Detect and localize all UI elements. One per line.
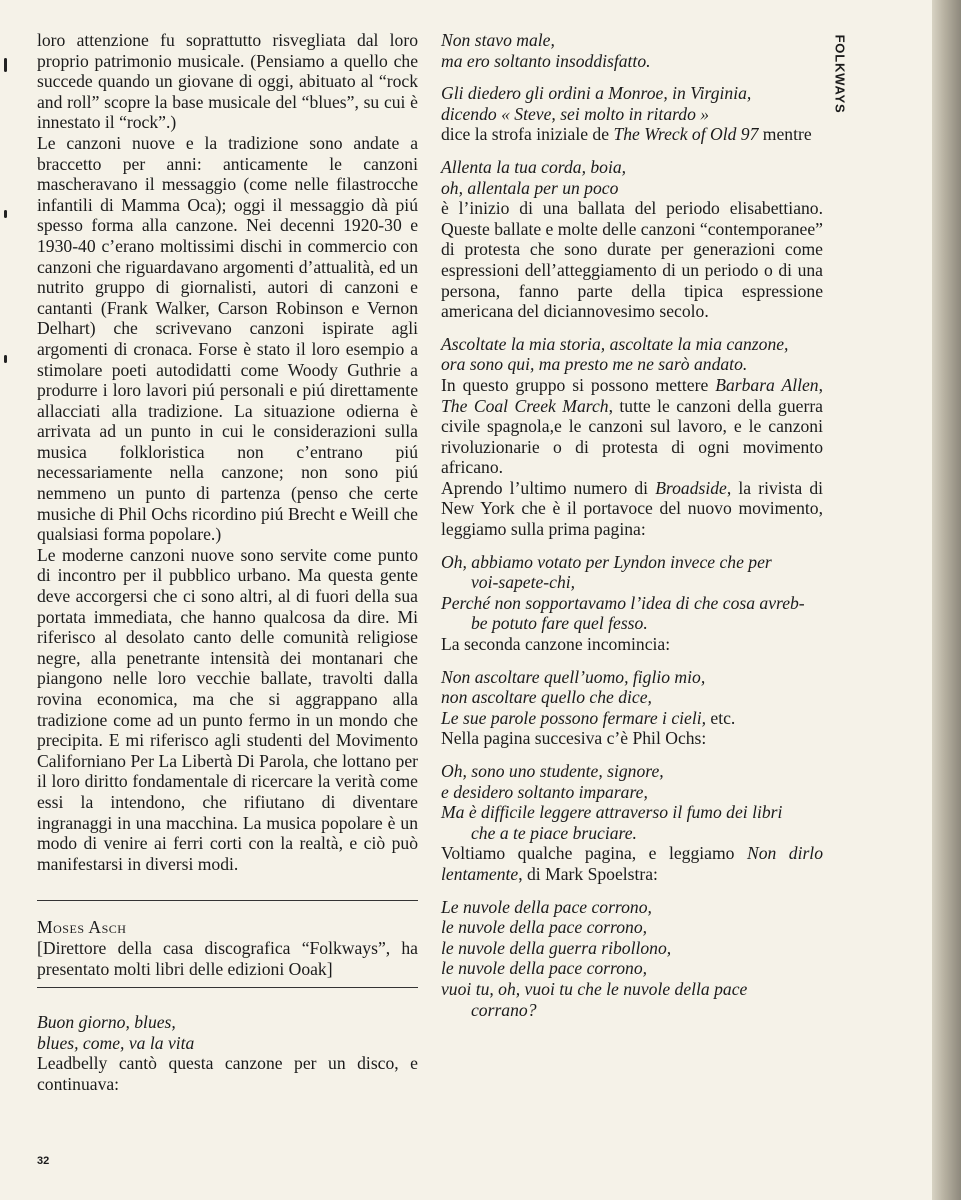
song-title: The Coal Creek March	[441, 395, 609, 416]
verse-quote	[441, 667, 823, 729]
binding-mark	[4, 210, 7, 218]
song-title: Barbara Allen	[715, 374, 819, 395]
verse-line: le nuvole della pace corrono,	[441, 917, 648, 938]
verse-line: le nuvole della guerra ribollono,	[441, 937, 672, 958]
verse-quote	[441, 552, 823, 634]
verse-line: Non ascoltare quell’uomo, figlio mio,	[441, 666, 706, 687]
verse-line: Non stavo male,	[441, 30, 555, 50]
verse-text: Le sue parole possono fermare i cieli,	[441, 707, 707, 728]
verse-tail: etc.	[706, 707, 736, 728]
verse-line: non ascoltare quello che dice,	[441, 687, 652, 708]
verse-line: Oh, abbiamo votato per Lyndon invece che per	[441, 551, 772, 572]
verse-line: Buon giorno, blues,	[37, 1012, 176, 1033]
text-run: Aprendo l’ultimo numero di	[441, 477, 656, 498]
magazine-title: Broadside	[655, 477, 727, 498]
verse-quote	[441, 897, 823, 1021]
verse-line: le nuvole della pace corrono,	[441, 958, 648, 979]
verse-quote	[37, 1012, 418, 1053]
next-page-edge	[932, 0, 961, 1200]
body-paragraph: Le moderne canzoni nuove sono servite come punto di incontro per il pubblico urbano. Ma questa gente deve accorgersi che ci sono altri, al di fuori della sua portata immediata, che hanno qualcosa da dire. Mi riferisco al desolato canto delle comunità religiose negre, alla penetrante intensità dei montanari che piangono nelle loro vecchie ballate, travolti dalla rovina economica, ma che si aggrappano alla tradizione come ad un punto fermo in un mondo che precipita. E mi riferisco agli studenti del Movimento Californiano Per La Libertà Di Parola, che lottano per il loro diritto fondamentale di ricercare la verità come essi la intendono, che rifiutano di diventare ingranaggi in una macchina. La musica popolare è un modo di venire ai ferri corti con la realtà, e ciò può manifestarsi in diversi modi.	[37, 544, 418, 874]
song-title: Non dirlo lentamente	[441, 843, 823, 884]
body-paragraph: Leadbelly cantò questa canzone per un disco, e continuava:	[37, 1053, 418, 1094]
text-run: Voltiamo qualche pagina, e leggiamo	[441, 843, 747, 864]
text-run: In questo gruppo si possono mettere	[441, 374, 716, 395]
author-note: [Direttore della casa discografica “Folkways”, ha presentato molti libri delle edizioni Ooak]	[37, 937, 418, 979]
verse-line: voi-sapete-chi,	[471, 572, 576, 593]
verse-line: dicendo « Steve, sei molto in ritardo »	[441, 103, 710, 124]
body-paragraph: loro attenzione fu soprattutto risvegliata dal loro proprio patrimonio musicale. (Pensiamo a quello che succede quando un giovane di oggi, abituato al “rock and roll” scopre la base musicale del “blues”, su cui è innestato il “rock”.)	[37, 30, 418, 133]
verse-line: Le nuvole della pace corrono,	[441, 896, 652, 917]
right-column	[441, 30, 823, 1020]
verse-quote	[441, 30, 823, 71]
verse-line: be potuto fare quel fesso.	[471, 613, 648, 634]
verse-quote	[441, 761, 823, 843]
body-paragraph	[441, 478, 823, 540]
body-paragraph	[441, 843, 823, 884]
text-run: dice la strofa iniziale de	[441, 124, 614, 145]
page-number: 32	[37, 1155, 50, 1167]
verse-line: Allenta la tua corda, boia,	[441, 156, 627, 177]
verse-quote	[441, 83, 823, 124]
text-run: , la rivista di New York che è il portavoce del nuovo movimento, leggiamo sulla prima pagina:	[441, 477, 824, 540]
text-run: mentre	[758, 124, 812, 145]
section-divider	[37, 987, 418, 988]
body-paragraph: La seconda canzone incomincia:	[441, 634, 671, 655]
section-side-label	[828, 28, 852, 120]
body-paragraph: è l’inizio di una ballata del periodo elisabettiano. Queste ballate e molte delle canzoni “contemporanee” di protesta che sono durate per generazioni come espressioni dell’atteggiamento di un periodo o di una persona, fanno parte della tipica espressione americana del diciannovesimo secolo.	[441, 198, 823, 322]
verse-line: Gli diedero gli ordini a Monroe, in Virginia,	[441, 83, 752, 104]
section-divider	[37, 900, 418, 901]
author-name: Moses Asch	[37, 917, 127, 938]
body-paragraph	[441, 124, 823, 145]
verse-line: ma ero soltanto insoddisfatto.	[441, 50, 651, 71]
binding-mark	[4, 355, 7, 363]
verse-line	[441, 708, 823, 729]
text-run: , di Mark Spoelstra:	[518, 863, 658, 884]
body-paragraph: Nella pagina succesiva c’è Phil Ochs:	[441, 728, 707, 749]
verse-line: Ascoltate la mia storia, ascoltate la mia canzone,	[441, 333, 789, 354]
verse-line: e desidero soltanto imparare,	[441, 781, 648, 802]
binding-mark	[4, 58, 7, 72]
author-info	[37, 917, 418, 979]
text-run: ,	[818, 374, 824, 395]
verse-line: Perché non sopportavamo l’idea di che cosa avreb-	[441, 592, 805, 613]
body-paragraph	[441, 375, 823, 478]
song-title: The Wreck of Old 97	[613, 124, 759, 145]
verse-line: Oh, sono uno studente, signore,	[441, 761, 664, 781]
left-column	[37, 30, 418, 1095]
verse-quote	[441, 157, 823, 198]
verse-line: corrano?	[471, 999, 537, 1020]
body-paragraph: Le canzoni nuove e la tradizione sono andate a braccetto per anni: anticamente le canzoni mascheravano il messaggio (come nelle filastrocche infantili di Mamma Oca); oggi il messaggio dà piú spesso forma alla canzone. Nei decenni 1920-30 e 1930-40 c’erano moltissimi dischi in commercio con canzoni che riguardavano argomenti d’attualità, ed un nutrito gruppo di giornalisti, autori di canzoni e cantanti (Frank Walker, Carson Robinson e Vernon Delhart) che scrivevano canzoni ispirate agli argomenti di cronaca. Forse è stato il loro esempio a stimolare poeti autodidatti come Woody Guthrie a produrre i loro lavori piú personali e piú direttamente allacciati alla tradizione. La situazione odierna è arrivata ad un punto in cui le considerazioni sulla musica folkloristica non c’entrano piú necessariamente nella canzone; non sono piú nemmeno un punto di partenza (penso che certe musiche di Phil Ochs ricordino piú Brecht e Weill che qualsiasi forma popolare.)	[37, 132, 418, 545]
verse-quote	[441, 334, 823, 375]
verse-line: oh, allentala per un poco	[441, 177, 619, 198]
verse-line: vuoi tu, oh, vuoi tu che le nuvole della pace	[441, 978, 748, 999]
text-run: , tutte le canzoni della guerra civile spagnola,e le canzoni sul lavoro, e le canzoni rivoluzionarie o di protesta di ogni movimento africano.	[441, 395, 823, 478]
verse-line: Ma è difficile leggere attraverso il fumo dei libri	[441, 802, 783, 823]
verse-line: blues, come, va la vita	[37, 1032, 195, 1053]
section-label-text: FOLKWAYS	[832, 34, 848, 114]
verse-line: che a te piace bruciare.	[471, 822, 637, 843]
verse-line: ora sono qui, ma presto me ne sarò andato.	[441, 354, 748, 375]
